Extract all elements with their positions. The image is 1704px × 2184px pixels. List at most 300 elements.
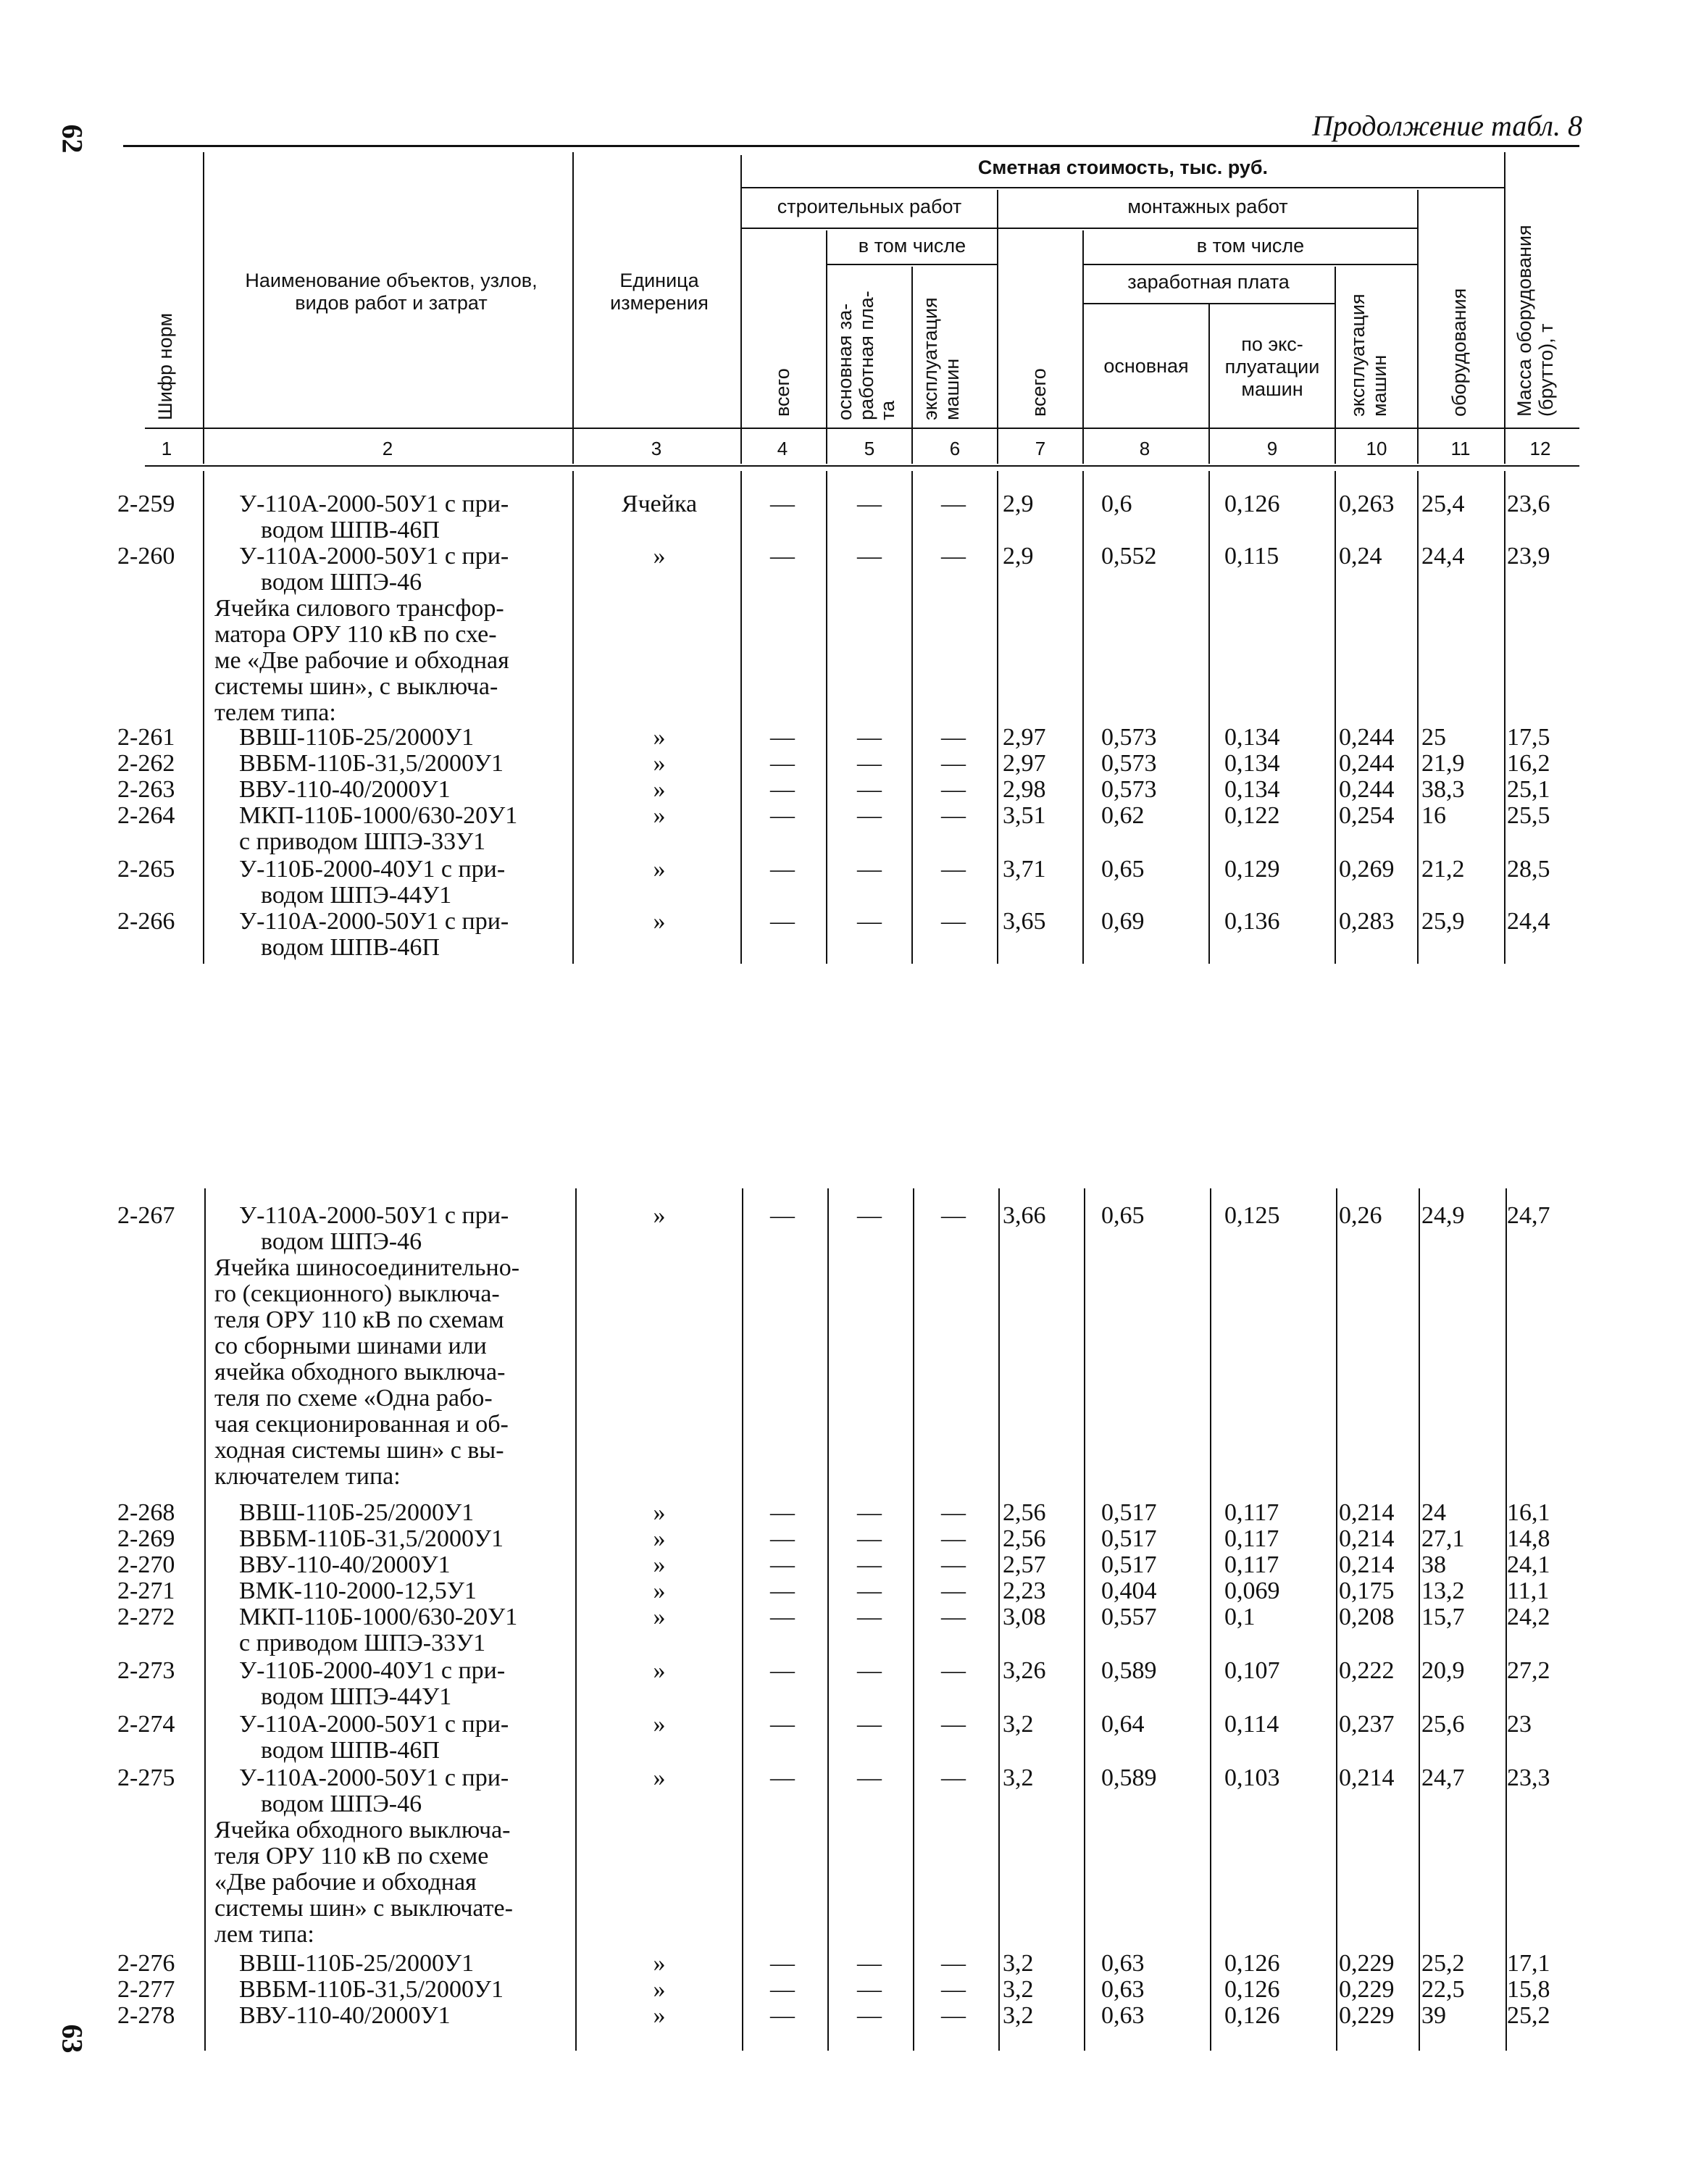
row-value: 0,222 bbox=[1339, 1657, 1395, 1684]
column-divider bbox=[826, 471, 827, 964]
section-text: теля ОРУ 110 кВ по схемам bbox=[214, 1306, 504, 1333]
column-divider bbox=[997, 471, 998, 964]
row-code: 2-273 bbox=[117, 1657, 175, 1684]
row-value: — bbox=[857, 908, 882, 935]
row-value: — bbox=[857, 1551, 882, 1578]
row-name: У-110А-2000-50У1 с при- bbox=[239, 1764, 509, 1791]
row-value: 27,2 bbox=[1507, 1657, 1550, 1684]
row-value: 0,65 bbox=[1101, 856, 1145, 883]
column-divider bbox=[203, 471, 204, 964]
row-code: 2-264 bbox=[117, 802, 175, 829]
row-value: 0,103 bbox=[1224, 1764, 1280, 1791]
section-text: чая секционированная и об- bbox=[214, 1411, 509, 1438]
row-value: — bbox=[770, 543, 795, 570]
section-text: ме «Две рабочие и обходная bbox=[214, 647, 509, 674]
row-value: 28,5 bbox=[1507, 856, 1550, 883]
row-code: 2-276 bbox=[117, 1950, 175, 1977]
row-unit: » bbox=[653, 1202, 666, 1229]
row-unit: » bbox=[653, 1764, 666, 1791]
col-number: 2 bbox=[382, 438, 393, 459]
row-name: водом ШПВ-46П bbox=[261, 517, 440, 543]
col-number: 10 bbox=[1366, 438, 1387, 459]
row-value: 3,66 bbox=[1003, 1202, 1046, 1229]
row-value: 0,244 bbox=[1339, 750, 1395, 777]
row-unit: » bbox=[653, 1950, 666, 1977]
column-divider bbox=[1082, 471, 1084, 964]
col-number: 12 bbox=[1529, 438, 1551, 459]
row-value: — bbox=[941, 1764, 966, 1791]
row-code: 2-272 bbox=[117, 1604, 175, 1630]
row-value: — bbox=[941, 1976, 966, 2003]
col-name-header: Наименование объектов, узлов, видов работ и затрат bbox=[245, 270, 538, 314]
row-value: 21,2 bbox=[1421, 856, 1465, 883]
wage-header: заработная плата bbox=[1127, 271, 1290, 293]
row-name: МКП-110Б-1000/630-20У1 bbox=[239, 802, 518, 829]
row-unit: » bbox=[653, 1551, 666, 1578]
row-value: 21,9 bbox=[1421, 750, 1465, 777]
row-value: 23 bbox=[1507, 1711, 1532, 1738]
row-unit: » bbox=[653, 908, 666, 935]
row-value: — bbox=[941, 2002, 966, 2029]
row-code: 2-267 bbox=[117, 1202, 175, 1229]
col-number: 3 bbox=[651, 438, 662, 459]
mass-header: Масса оборудования (брутто), т bbox=[1513, 225, 1557, 417]
row-value: — bbox=[857, 856, 882, 883]
section-text: со сборными шинами или bbox=[214, 1333, 487, 1359]
row-name: водом ШПВ-46П bbox=[261, 1737, 440, 1764]
row-value: — bbox=[941, 776, 966, 803]
row-value: 0,214 bbox=[1339, 1764, 1395, 1791]
row-name: У-110А-2000-50У1 с при- bbox=[239, 543, 509, 570]
row-value: 2,23 bbox=[1003, 1577, 1046, 1604]
continuation-title: Продолжение табл. 8 bbox=[1311, 109, 1582, 142]
row-value: 25,5 bbox=[1507, 802, 1550, 829]
row-value: 0,573 bbox=[1101, 776, 1157, 803]
row-value: 3,2 bbox=[1003, 1764, 1034, 1791]
row-value: — bbox=[770, 1950, 795, 1977]
row-value: — bbox=[857, 724, 882, 751]
row-value: 0,254 bbox=[1339, 802, 1395, 829]
row-name: У-110А-2000-50У1 с при- bbox=[239, 491, 509, 517]
header-top-rule bbox=[123, 145, 1579, 147]
row-value: — bbox=[770, 802, 795, 829]
row-value: 23,3 bbox=[1507, 1764, 1550, 1791]
row-value: 24,2 bbox=[1507, 1604, 1550, 1630]
row-value: — bbox=[770, 908, 795, 935]
row-name: с приводом ШПЭ-33У1 bbox=[239, 1630, 486, 1656]
row-value: — bbox=[770, 1499, 795, 1526]
hdr-vline bbox=[1208, 304, 1210, 464]
installation-header: монтажных работ bbox=[1127, 196, 1288, 217]
exploit-b-header: эксплуатация машин bbox=[1347, 293, 1390, 417]
row-value: 0,517 bbox=[1101, 1551, 1157, 1578]
section-text: ячейка обходного выключа- bbox=[214, 1359, 506, 1385]
row-value: — bbox=[770, 1577, 795, 1604]
row-value: 0,63 bbox=[1101, 2002, 1145, 2029]
row-value: — bbox=[941, 491, 966, 517]
row-value: 0,214 bbox=[1339, 1525, 1395, 1552]
column-divider bbox=[1504, 471, 1505, 964]
row-value: 0,122 bbox=[1224, 802, 1280, 829]
row-value: 0,517 bbox=[1101, 1525, 1157, 1552]
row-value: 38,3 bbox=[1421, 776, 1465, 803]
row-value: 24 bbox=[1421, 1499, 1446, 1526]
row-value: 0,589 bbox=[1101, 1764, 1157, 1791]
row-value: 0,069 bbox=[1224, 1577, 1280, 1604]
row-value: 2,57 bbox=[1003, 1551, 1046, 1578]
hdr-vline bbox=[572, 152, 574, 464]
row-value: — bbox=[857, 750, 882, 777]
hdr-hline bbox=[826, 264, 997, 265]
row-code: 2-263 bbox=[117, 776, 175, 803]
exploit-a-header: эксплуатация машин bbox=[919, 297, 963, 420]
row-value: 24,4 bbox=[1507, 908, 1550, 935]
row-value: 0,126 bbox=[1224, 2002, 1280, 2029]
section-text: телем типа: bbox=[214, 699, 336, 726]
row-value: 27,1 bbox=[1421, 1525, 1465, 1552]
row-unit: » bbox=[653, 1657, 666, 1684]
hdr-hline bbox=[1082, 303, 1335, 304]
row-value: — bbox=[770, 491, 795, 517]
row-code: 2-262 bbox=[117, 750, 175, 777]
row-value: 0,229 bbox=[1339, 1950, 1395, 1977]
row-value: — bbox=[941, 1525, 966, 1552]
hdr-hline bbox=[145, 465, 1579, 467]
row-value: 0,214 bbox=[1339, 1551, 1395, 1578]
row-value: — bbox=[770, 1604, 795, 1630]
row-unit: » bbox=[653, 724, 666, 751]
row-value: 25,1 bbox=[1507, 776, 1550, 803]
section-text: Ячейка силового трансфор- bbox=[214, 595, 504, 622]
hdr-hline bbox=[1082, 264, 1417, 265]
row-value: 0,244 bbox=[1339, 724, 1395, 751]
row-value: 0,263 bbox=[1339, 491, 1395, 517]
column-divider bbox=[1210, 1188, 1211, 2051]
row-value: 13,2 bbox=[1421, 1577, 1465, 1604]
row-value: — bbox=[941, 856, 966, 883]
section-text: ключателем типа: bbox=[214, 1463, 401, 1490]
row-value: 2,97 bbox=[1003, 750, 1046, 777]
column-divider bbox=[827, 1188, 829, 2051]
row-value: 0,26 bbox=[1339, 1202, 1382, 1229]
row-value: — bbox=[770, 1711, 795, 1738]
row-value: — bbox=[857, 1202, 882, 1229]
total-a-header: всего bbox=[772, 368, 793, 417]
row-code: 2-278 bbox=[117, 2002, 175, 2029]
row-unit: » bbox=[653, 776, 666, 803]
hdr-vline bbox=[997, 190, 998, 464]
column-divider bbox=[1084, 1188, 1085, 2051]
row-name: У-110Б-2000-40У1 с при- bbox=[239, 1657, 506, 1684]
hdr-hline bbox=[145, 428, 1579, 429]
row-value: 0,117 bbox=[1224, 1499, 1279, 1526]
col-number: 1 bbox=[161, 438, 172, 459]
row-name: ВВБМ-110Б-31,5/2000У1 bbox=[239, 1525, 504, 1552]
row-value: — bbox=[770, 1764, 795, 1791]
row-value: — bbox=[770, 2002, 795, 2029]
row-value: 0,244 bbox=[1339, 776, 1395, 803]
hdr-vline bbox=[203, 152, 204, 464]
page-number-right: 63 bbox=[56, 2024, 89, 2054]
construction-header: строительных работ bbox=[777, 196, 962, 217]
row-value: 0,24 bbox=[1339, 543, 1382, 570]
col-unit-header: Единица измерения bbox=[610, 270, 709, 314]
hdr-vline bbox=[1335, 267, 1336, 464]
row-value: 0,136 bbox=[1224, 908, 1280, 935]
row-value: — bbox=[770, 776, 795, 803]
row-value: 0,64 bbox=[1101, 1711, 1145, 1738]
hdr-vline bbox=[911, 267, 913, 464]
row-code: 2-259 bbox=[117, 491, 175, 517]
section-text: матора ОРУ 110 кВ по схе- bbox=[214, 621, 497, 648]
row-value: — bbox=[857, 2002, 882, 2029]
row-value: — bbox=[770, 750, 795, 777]
row-name: ВВУ-110-40/2000У1 bbox=[239, 1551, 451, 1578]
col-number: 7 bbox=[1035, 438, 1046, 459]
row-value: 2,98 bbox=[1003, 776, 1046, 803]
row-value: 20,9 bbox=[1421, 1657, 1465, 1684]
cost-group-header: Сметная стоимость, тыс. руб. bbox=[977, 157, 1269, 178]
row-name: У-110Б-2000-40У1 с при- bbox=[239, 856, 506, 883]
row-value: 2,9 bbox=[1003, 543, 1034, 570]
row-value: 0,63 bbox=[1101, 1976, 1145, 2003]
row-unit: » bbox=[653, 1525, 666, 1552]
row-unit: » bbox=[653, 2002, 666, 2029]
row-value: 0,126 bbox=[1224, 1950, 1280, 1977]
col-number: 4 bbox=[777, 438, 788, 459]
row-value: — bbox=[857, 491, 882, 517]
row-code: 2-269 bbox=[117, 1525, 175, 1552]
row-value: 3,51 bbox=[1003, 802, 1046, 829]
row-value: — bbox=[941, 802, 966, 829]
section-text: Ячейка обходного выключа- bbox=[214, 1817, 511, 1843]
row-value: — bbox=[770, 1551, 795, 1578]
row-value: 0,404 bbox=[1101, 1577, 1157, 1604]
row-value: 0,229 bbox=[1339, 2002, 1395, 2029]
row-unit: » bbox=[653, 543, 666, 570]
row-name: ВВБМ-110Б-31,5/2000У1 bbox=[239, 750, 504, 777]
column-divider bbox=[1419, 1188, 1420, 2051]
row-value: 0,62 bbox=[1101, 802, 1145, 829]
row-value: 24,7 bbox=[1507, 1202, 1550, 1229]
row-value: 0,517 bbox=[1101, 1499, 1157, 1526]
column-divider bbox=[575, 1188, 577, 2051]
row-value: — bbox=[941, 543, 966, 570]
row-value: 3,2 bbox=[1003, 1950, 1034, 1977]
row-unit: » bbox=[653, 802, 666, 829]
row-name: ВВШ-110Б-25/2000У1 bbox=[239, 1499, 475, 1526]
row-name: МКП-110Б-1000/630-20У1 bbox=[239, 1604, 518, 1630]
page-number-left: 62 bbox=[56, 124, 89, 154]
col-number: 6 bbox=[949, 438, 961, 459]
row-value: 0,175 bbox=[1339, 1577, 1395, 1604]
row-value: 14,8 bbox=[1507, 1525, 1550, 1552]
row-value: — bbox=[941, 1657, 966, 1684]
row-value: 0,208 bbox=[1339, 1604, 1395, 1630]
row-value: 0,552 bbox=[1101, 543, 1157, 570]
row-value: 0,126 bbox=[1224, 1976, 1280, 2003]
row-value: 0,69 bbox=[1101, 908, 1145, 935]
row-value: 0,269 bbox=[1339, 856, 1395, 883]
row-value: 16,1 bbox=[1507, 1499, 1550, 1526]
row-code: 2-260 bbox=[117, 543, 175, 570]
row-value: 3,65 bbox=[1003, 908, 1046, 935]
column-divider bbox=[742, 1188, 743, 2051]
row-value: 0,6 bbox=[1101, 491, 1132, 517]
row-value: 25,2 bbox=[1507, 2002, 1550, 2029]
row-value: 0,229 bbox=[1339, 1976, 1395, 2003]
row-name: водом ШПЭ-46 bbox=[261, 569, 422, 596]
row-value: — bbox=[941, 1202, 966, 1229]
col-number: 11 bbox=[1450, 438, 1471, 459]
row-value: 3,2 bbox=[1003, 2002, 1034, 2029]
row-value: 0,117 bbox=[1224, 1525, 1279, 1552]
row-value: — bbox=[941, 908, 966, 935]
wage-base-a-header: основная за-работная пла-та bbox=[834, 291, 899, 420]
row-value: 25,2 bbox=[1421, 1950, 1465, 1977]
row-value: 0,134 bbox=[1224, 776, 1280, 803]
row-value: 0,557 bbox=[1101, 1604, 1157, 1630]
col-number: 5 bbox=[864, 438, 875, 459]
equipment-header: оборудования bbox=[1448, 288, 1470, 417]
row-value: 0,237 bbox=[1339, 1711, 1395, 1738]
column-divider bbox=[204, 1188, 206, 2051]
row-name: водом ШПЭ-46 bbox=[261, 1791, 422, 1817]
col-number: 9 bbox=[1266, 438, 1278, 459]
row-value: — bbox=[857, 1525, 882, 1552]
row-unit: » bbox=[653, 1976, 666, 2003]
row-value: 0,134 bbox=[1224, 750, 1280, 777]
row-value: 22,5 bbox=[1421, 1976, 1465, 2003]
row-value: 11,1 bbox=[1507, 1577, 1550, 1604]
row-value: — bbox=[770, 1657, 795, 1684]
row-code: 2-270 bbox=[117, 1551, 175, 1578]
row-code: 2-265 bbox=[117, 856, 175, 883]
section-text: теля ОРУ 110 кВ по схеме bbox=[214, 1843, 489, 1870]
section-text: «Две рабочие и обходная bbox=[214, 1869, 477, 1896]
row-value: 3,26 bbox=[1003, 1657, 1046, 1684]
row-value: 3,08 bbox=[1003, 1604, 1046, 1630]
row-value: 17,5 bbox=[1507, 724, 1550, 751]
section-text: лем типа: bbox=[214, 1921, 314, 1948]
row-value: 3,71 bbox=[1003, 856, 1046, 883]
row-name: водом ШПЭ-46 bbox=[261, 1228, 422, 1255]
row-name: У-110А-2000-50У1 с при- bbox=[239, 1711, 509, 1738]
row-value: 15,8 bbox=[1507, 1976, 1550, 2003]
row-unit: » bbox=[653, 856, 666, 883]
row-value: — bbox=[857, 1976, 882, 2003]
row-value: — bbox=[941, 1577, 966, 1604]
hdr-vline bbox=[1417, 190, 1419, 464]
row-value: 39 bbox=[1421, 2002, 1446, 2029]
row-code: 2-266 bbox=[117, 908, 175, 935]
hdr-vline bbox=[740, 155, 742, 464]
row-name: водом ШПЭ-44У1 bbox=[261, 1683, 452, 1710]
row-value: 24,1 bbox=[1507, 1551, 1550, 1578]
row-value: 0,573 bbox=[1101, 724, 1157, 751]
row-value: 0,107 bbox=[1224, 1657, 1280, 1684]
row-value: 23,9 bbox=[1507, 543, 1550, 570]
row-value: — bbox=[770, 724, 795, 751]
row-unit: » bbox=[653, 1499, 666, 1526]
wage-base-b-header: основная bbox=[1103, 355, 1189, 377]
row-value: 2,56 bbox=[1003, 1499, 1046, 1526]
row-value: 0,283 bbox=[1339, 908, 1395, 935]
row-value: — bbox=[857, 1577, 882, 1604]
section-text: системы шин» с выключате- bbox=[214, 1895, 513, 1922]
row-value: 0,129 bbox=[1224, 856, 1280, 883]
row-name: ВВШ-110Б-25/2000У1 bbox=[239, 1950, 475, 1977]
row-code: 2-277 bbox=[117, 1976, 175, 2003]
hdr-hline bbox=[740, 187, 1504, 188]
row-value: 0,1 bbox=[1224, 1604, 1256, 1630]
hdr-vline bbox=[1504, 152, 1505, 464]
row-value: 0,125 bbox=[1224, 1202, 1280, 1229]
row-value: 25,9 bbox=[1421, 908, 1465, 935]
row-value: 0,134 bbox=[1224, 724, 1280, 751]
row-value: — bbox=[770, 1202, 795, 1229]
column-divider bbox=[911, 471, 913, 964]
row-value: 0,65 bbox=[1101, 1202, 1145, 1229]
row-value: — bbox=[857, 1950, 882, 1977]
row-code: 2-268 bbox=[117, 1499, 175, 1526]
column-divider bbox=[572, 471, 574, 964]
section-text: системы шин», с выключа- bbox=[214, 673, 498, 700]
row-value: — bbox=[941, 1950, 966, 1977]
column-divider bbox=[1336, 1188, 1337, 2051]
column-divider bbox=[740, 471, 742, 964]
row-value: — bbox=[941, 724, 966, 751]
row-value: 2,97 bbox=[1003, 724, 1046, 751]
row-value: 23,6 bbox=[1507, 491, 1550, 517]
row-value: — bbox=[941, 1711, 966, 1738]
row-value: — bbox=[857, 1604, 882, 1630]
row-value: — bbox=[857, 1711, 882, 1738]
column-divider bbox=[998, 1188, 1000, 2051]
section-text: ходная системы шин» с вы- bbox=[214, 1437, 504, 1464]
row-name: ВВУ-110-40/2000У1 bbox=[239, 776, 451, 803]
row-value: — bbox=[770, 1976, 795, 2003]
row-value: 3,2 bbox=[1003, 1711, 1034, 1738]
incl-a-header: в том числе bbox=[858, 235, 966, 257]
row-unit: » bbox=[653, 1604, 666, 1630]
row-name: ВВУ-110-40/2000У1 bbox=[239, 2002, 451, 2029]
total-b-header: всего bbox=[1028, 368, 1050, 417]
row-value: — bbox=[941, 1551, 966, 1578]
row-value: 0,214 bbox=[1339, 1499, 1395, 1526]
row-value: — bbox=[857, 1657, 882, 1684]
row-value: — bbox=[857, 1764, 882, 1791]
row-value: 0,126 bbox=[1224, 491, 1280, 517]
row-value: — bbox=[857, 802, 882, 829]
row-name: ВМК-110-2000-12,5У1 bbox=[239, 1577, 477, 1604]
row-value: — bbox=[941, 750, 966, 777]
row-code: 2-261 bbox=[117, 724, 175, 751]
row-value: 2,9 bbox=[1003, 491, 1034, 517]
row-value: 0,114 bbox=[1224, 1711, 1279, 1738]
row-value: 0,573 bbox=[1101, 750, 1157, 777]
row-value: 24,9 bbox=[1421, 1202, 1465, 1229]
row-name: У-110А-2000-50У1 с при- bbox=[239, 908, 509, 935]
wage-exploit-header: по экс-плуатации машин bbox=[1224, 333, 1320, 401]
row-value: — bbox=[941, 1499, 966, 1526]
row-value: — bbox=[857, 776, 882, 803]
row-value: — bbox=[857, 543, 882, 570]
row-unit: » bbox=[653, 750, 666, 777]
hdr-hline bbox=[740, 228, 1417, 229]
row-value: 15,7 bbox=[1421, 1604, 1465, 1630]
row-unit: Ячейка bbox=[621, 491, 698, 517]
